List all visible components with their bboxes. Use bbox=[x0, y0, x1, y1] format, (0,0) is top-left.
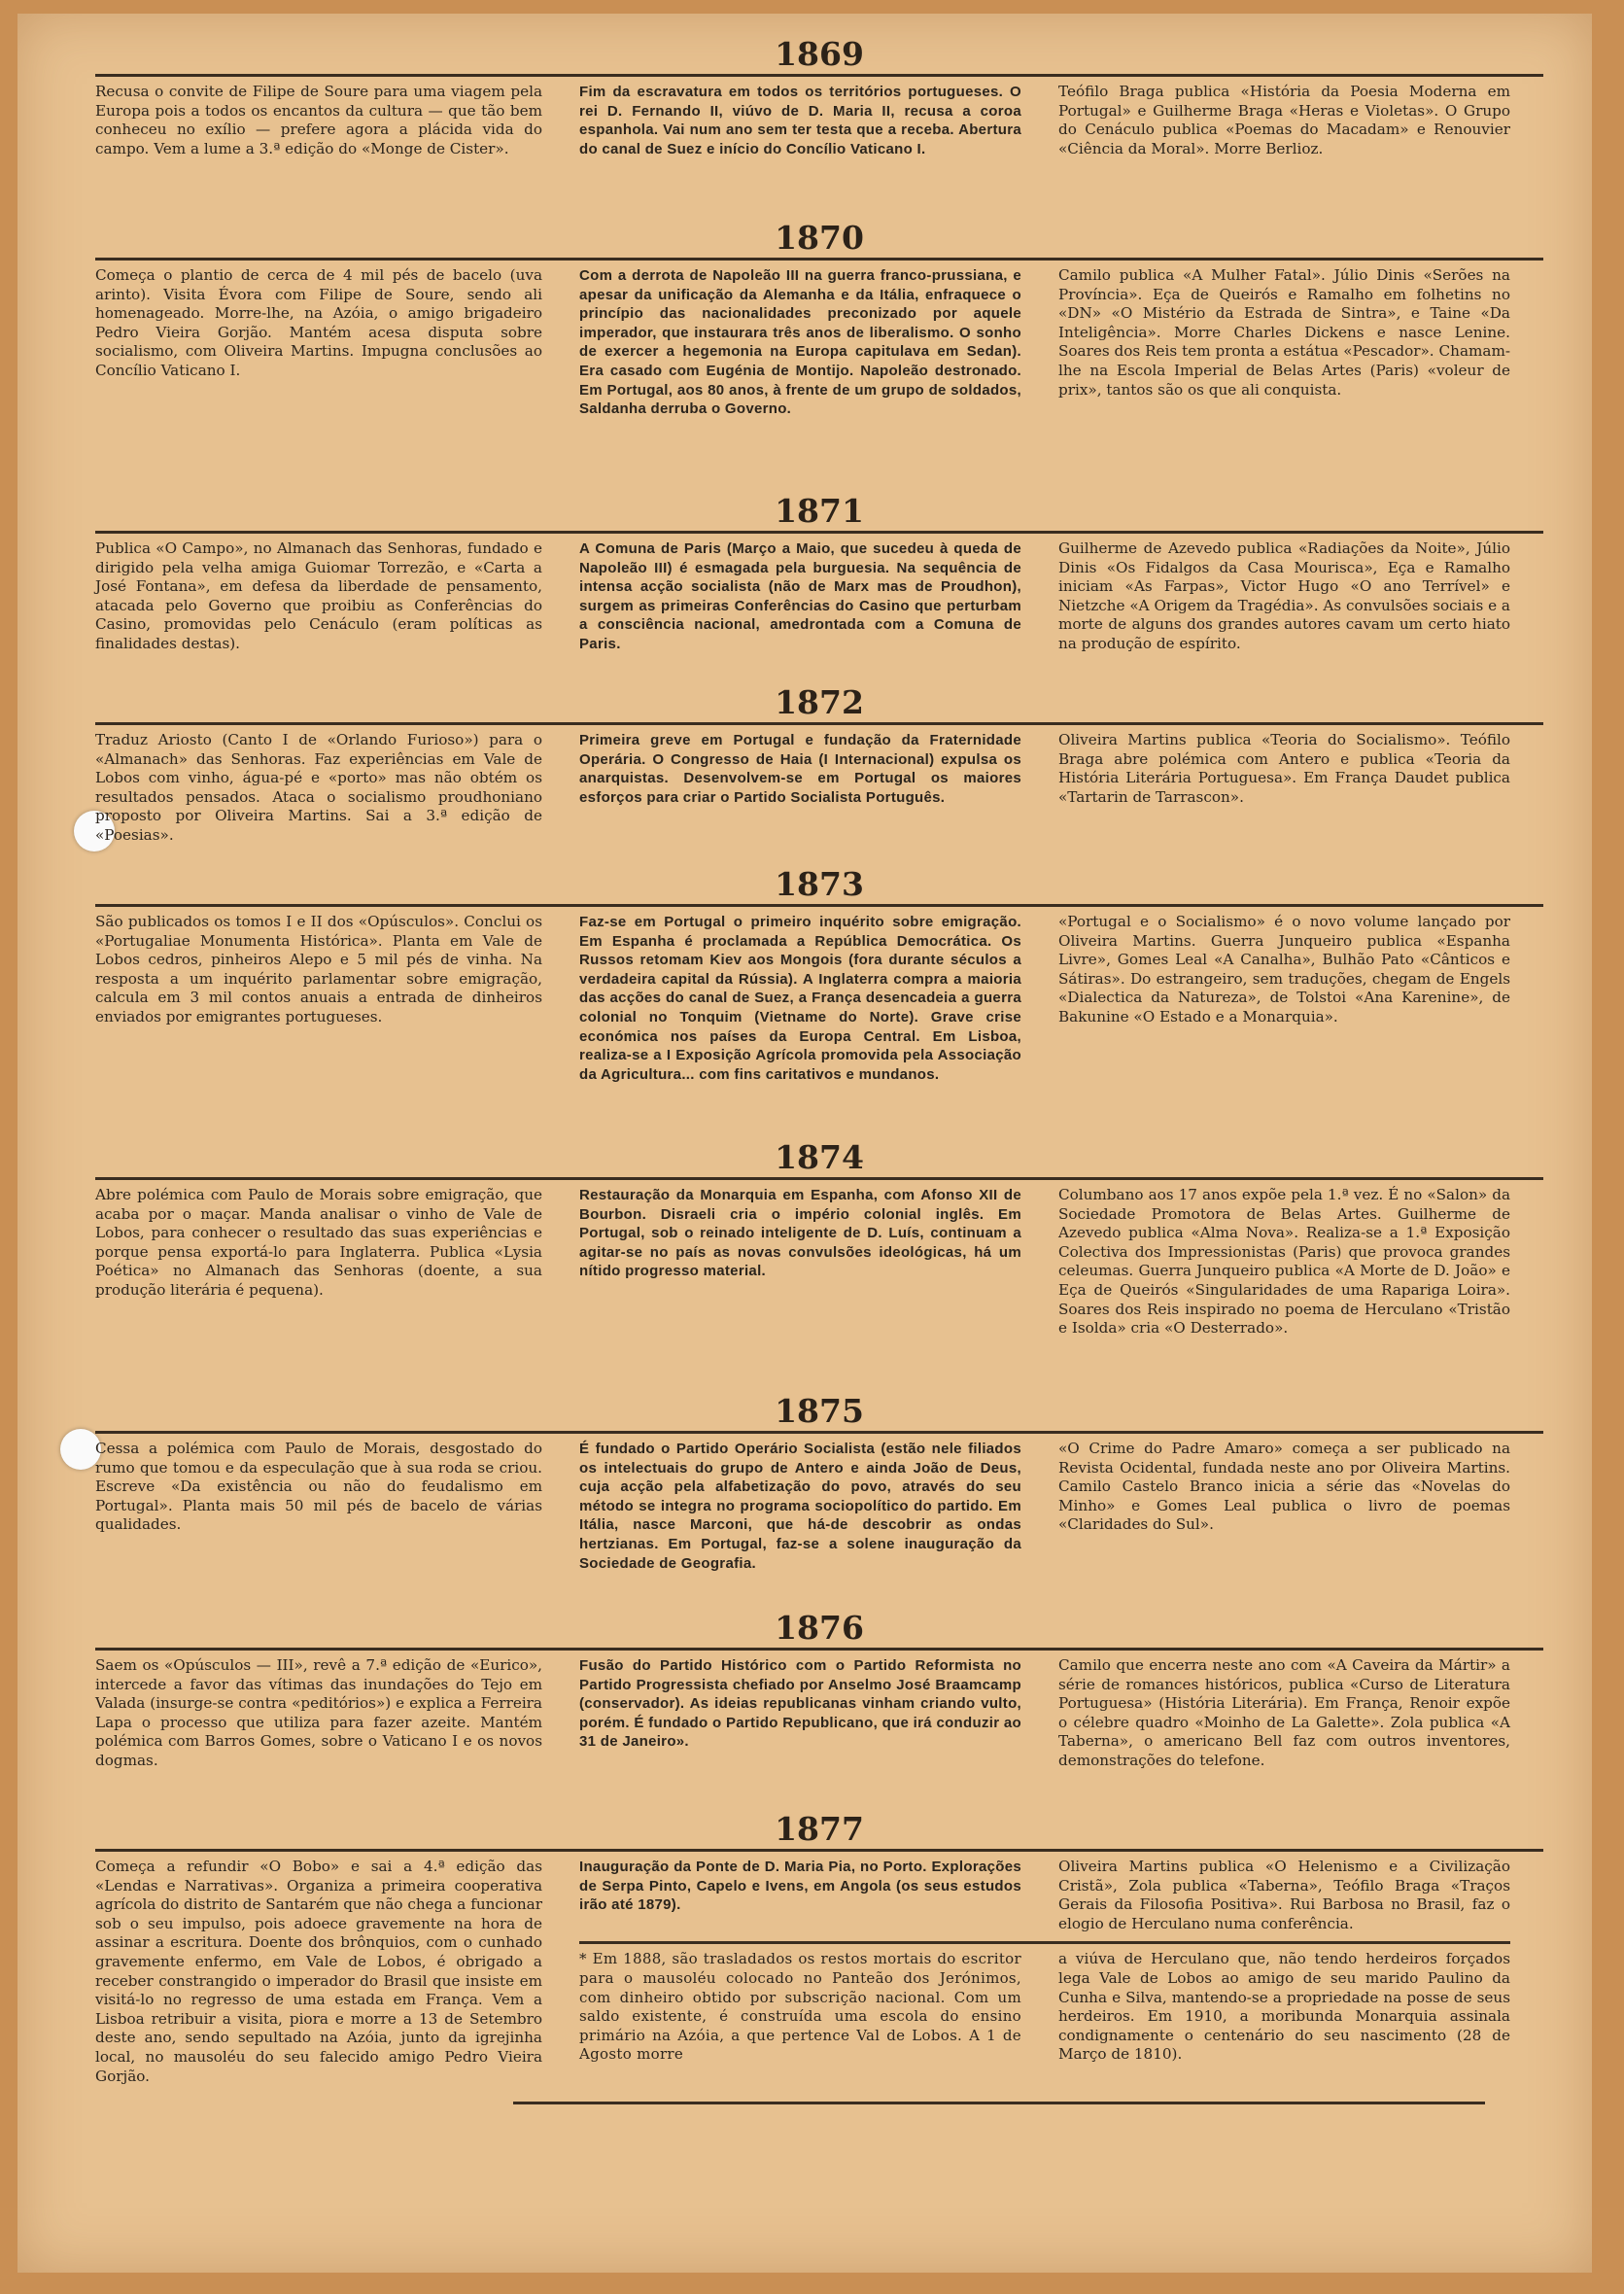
historical-events-text: Fim da escravatura em todos os territórios portugueses. O rei D. Fernando II, viúvo de D. Maria II, recusa a coroa espanhola. Vai num ano sem ter testa que a receba. Abertura do canal de Suez e início do Concílio Vaticano I. bbox=[579, 84, 1021, 157]
herculano-life-text: Começa a refundir «O Bobo» e sai a 4.ª edição das «Lendas e Narrativas». Organiza a primeira cooperativa agrícola do distrito de Santarém que não chega a funcionar sob o seu impulso, pois adoece gravemente na hora de assinar a escritura. Doente dos brônquios, com o cunhado gravemente enfermo, em Vale de Lobos, é obrigado a receber constrangido o imperador do Brasil que insiste em visitá-lo no regresso de uma estada em França. Vem a Lisboa retribuir a visita, piora e morre a 13 de Setembro deste ano, sendo sepultado na Azóia, junto da igrejinha local, no mausoléu do seu falecido amigo Pedro Vieira Gorjão. bbox=[95, 1858, 542, 2085]
culture-text: Oliveira Martins publica «Teoria do Socialismo». Teófilo Braga abre polémica com Antero e publica «Teoria da História Literária Portuguesa». Em França Daudet publica «Tartarin de Tarrascon». bbox=[1058, 731, 1510, 806]
year-heading: 1869 bbox=[775, 35, 864, 73]
notes-block bbox=[579, 1852, 1510, 2086]
year-row bbox=[95, 1852, 1543, 2086]
footnote-continuation: a viúva de Herculano que, não tendo herdeiros forçados lega Vale de Lobos ao amigo de seu marido Paulino da Cunha e Silva, mantendo-se a propriedade na posse de seus herdeiros. Em 1910, a moribunda Monarquia assinala condignamente o centenário do seu nascimento (28 de Março de 1810). bbox=[1058, 1950, 1510, 2064]
year-row bbox=[95, 77, 1543, 219]
historical-events-text: Fusão do Partido Histórico com o Partido Reformista no Partido Progressista chefiado por Anselmo José Braamcamp (conservador). As ideias republicanas vinham criando vulto, porém. É fundado o Partido Republicano, que irá conduzir ao 31 de Janeiro». bbox=[579, 1657, 1021, 1751]
historical-events-text: Com a derrota de Napoleão III na guerra franco-prussiana, e apesar da unificação da Alemanha e da Itália, enfraquece o princípio das nacionalidades preconizado por aquele imperador, que instaurara três anos de liberalismo. O sonho de exercer a hegemonia na Europa capitulava em Sedan). Era casado com Eugénia de Montijo. Napoleão destronado. Em Portugal, aos 80 anos, à frente de um grupo de soldados, Saldanha derruba o Governo. bbox=[579, 267, 1021, 418]
herculano-life-text: Publica «O Campo», no Almanach das Senhoras, fundado e dirigido pela velha amiga Guiomar Torrezão, e «Carta a José Fontana», em defesa da liberdade de pensamento, atacada pelo Governo que proibiu as Conferências do Casino, promovidas pelo Cenáculo (eram políticas as finalidades destas). bbox=[95, 539, 542, 652]
year-row bbox=[95, 1651, 1543, 1810]
year-heading: 1873 bbox=[775, 865, 864, 903]
herculano-life-text: Cessa a polémica com Paulo de Morais, desgostado do rumo que tomou e da especulação que à sua roda se criou. Escreve «Da existência ou não do feudalismo em Portugal». Planta mais 50 mil pés de bacelo de várias qualidades. bbox=[95, 1440, 542, 1534]
culture-text: Camilo publica «A Mulher Fatal». Júlio Dinis «Serões na Província». Eça de Queirós e Ramalho em folhetins no «DN» «O Mistério da Estrada de Sintra», e Taine «Da Inteligência». Morre Charles Dickens e nasce Lenine. Soares dos Reis tem pronta a estátua «Pescador». Chamam-lhe na Escola Imperial de Belas Artes (Paris) «voleur de prix», tantos são os que ali conquista. bbox=[1058, 266, 1510, 399]
herculano-life-text: Abre polémica com Paulo de Morais sobre emigração, que acaba por o maçar. Manda analisar o vinho de Vale de Lobos, para conhecer o resultado das suas experiências e porque pensa exportá-lo para Inglaterra. Publica «Lysia Poética» no Almanach das Senhoras (doente, a sua produção literária é pequena). bbox=[95, 1186, 542, 1299]
year-row bbox=[95, 1434, 1543, 1609]
year-row bbox=[95, 725, 1543, 865]
culture-text: Teófilo Braga publica «História da Poesia Moderna em Portugal» e Guilherme Braga «Heras e Violetas». O Grupo do Cenáculo publica «Poemas do Macadam» e Renouvier «Ciência da Moral». Morre Berlioz. bbox=[1058, 83, 1510, 157]
year-heading: 1871 bbox=[775, 492, 864, 530]
notes-bottom bbox=[579, 1944, 1510, 2065]
historical-events-text: A Comuna de Paris (Março a Maio, que sucedeu à queda de Napoleão III) é esmagada pela burguesia. Na sequência de intensa acção socialista (não de Marx mas de Proudhon), surgem as primeiras Conferências do Casino que perturbam a consciência nacional, amedrontada com a Comuna de Paris. bbox=[579, 540, 1021, 652]
herculano-life-text: Começa o plantio de cerca de 4 mil pés de bacelo (uva arinto). Visita Évora com Filipe de Soure, sendo ali homenageado. Morre-lhe, na Azóia, o amigo brigadeiro Pedro Vieira Gorjão. Mantém acesa disputa sobre socialismo, com Oliveira Martins. Impugna conclusões ao Concílio Vaticano I. bbox=[95, 266, 542, 379]
culture-text: «Portugal e o Socialismo» é o novo volume lançado por Oliveira Martins. Guerra Junqueiro publica «Espanha Livre», Gomes Leal «A Canalha», Bulhão Pato «Cânticos e Sátiras». Do estrangeiro, sem traduções, chegam de Engels «Dialectica da Natureza», de Tolstoi «Ana Karenine», de Bakunine «O Estado e a Monarquia». bbox=[1058, 913, 1510, 1025]
bottom-rule bbox=[513, 2102, 1485, 2104]
notes-top bbox=[579, 1852, 1510, 1933]
herculano-life-text: São publicados os tomos I e II dos «Opúsculos». Conclui os «Portugaliae Monumenta Histórica». Planta em Vale de Lobos cedros, pinheiros Alepo e 5 mil pés de vinha. Na resposta a um inquérito parlamentar sobre emigração, calcula em 3 mil contos anuais a entrada de dinheiros enviados por emigrantes portugueses. bbox=[95, 913, 542, 1025]
year-row bbox=[95, 907, 1543, 1138]
herculano-life-text: Traduz Ariosto (Canto I de «Orlando Furioso») para o «Almanach» das Senhoras. Faz experiências em Vale de Lobos com vinho, água-pé e «porto» mas não obtém os resultados pensados. Ataca o socialismo proudhoniano proposto por Oliveira Martins. Sai a 3.ª edição de «Poesias». bbox=[95, 731, 542, 844]
footnote-text: * Em 1888, são trasladados os restos mortais do escritor para o mausoléu colocado no Panteão dos Jerónimos, com dinheiro obtido por subscrição nacional. Com um saldo existente, é construída uma escola do ensino primário na Azóia, a que pertence Val de Lobos. A 1 de Agosto morre bbox=[579, 1950, 1021, 2064]
culture-text: Camilo que encerra neste ano com «A Caveira da Mártir» a série de romances históricos, publica «Curso de Literatura Portuguesa» (História Literária). Em França, Renoir expõe o célebre quadro «Moinho de La Galette». Zola publica «A Taberna», o americano Bell faz com outros inventores, demonstrações do telefone. bbox=[1058, 1656, 1510, 1769]
historical-events-text: Inauguração da Ponte de D. Maria Pia, no Porto. Explorações de Serpa Pinto, Capelo e Ivens, em Angola (os seus estudos irão até 1879). bbox=[579, 1859, 1021, 1914]
culture-text: «O Crime do Padre Amaro» começa a ser publicado na Revista Ocidental, fundada neste ano por Oliveira Martins. Camilo Castelo Branco inicia a série das «Novelas do Minho» e Gomes Leal publica o livro de poemas «Claridades do Sul». bbox=[1058, 1440, 1510, 1534]
year-row bbox=[95, 534, 1543, 683]
year-heading: 1876 bbox=[775, 1609, 864, 1647]
culture-text: Guilherme de Azevedo publica «Radiações da Noite», Júlio Dinis «Os Fidalgos da Casa Mourisca», Eça e Ramalho iniciam «As Farpas», Victor Hugo «O ano Terrível» e Nietzche «A Origem da Tragédia». As convulsões sociais e a morte de alguns dos grandes autores cavam um certo hiato na produção de espírito. bbox=[1058, 539, 1510, 652]
year-row bbox=[95, 261, 1543, 492]
year-heading: 1872 bbox=[775, 683, 864, 721]
historical-events-text: Faz-se em Portugal o primeiro inquérito sobre emigração. Em Espanha é proclamada a República Democrática. Os Russos retomam Kiev aos Mongois (fora durante séculos a verdadeira capital da Rússia). A Inglaterra compra a maioria das acções do canal de Suez, a França desencadeia a guerra colonial no Tonquim (Vietname do Norte). Grave crise económica nos países da Europa Central. Em Lisboa, realiza-se a I Exposição Agrícola promovida pela Associação da Agricultura... com fins caritativos e mundanos. bbox=[579, 914, 1021, 1083]
aged-paper-sheet bbox=[17, 14, 1592, 2273]
year-heading: 1870 bbox=[775, 219, 864, 257]
historical-events-text: Restauração da Monarquia em Espanha, com Afonso XII de Bourbon. Disraeli cria o império colonial inglês. Em Portugal, sob o reinado inteligente de D. Luís, continuam a agitar-se no país as novas convulsões ideológicas, há um nítido progresso material. bbox=[579, 1187, 1021, 1280]
herculano-life-text: Recusa o convite de Filipe de Soure para uma viagem pela Europa pois a todos os encantos da cultura — que tão bem conheceu no exílio — prefere agora a plácida vida do campo. Vem a lume a 3.ª edição do «Monge de Cister». bbox=[95, 83, 542, 157]
historical-events-text: É fundado o Partido Operário Socialista (estão nele filiados os intelectuais do grupo de Antero e ainda João de Deus, cuja acção pela alfabetização do povo, através do seu método se integra no programa sociopolítico do partido. Em Itália, nasce Marconi, que há-de descobrir as ondas hertzianas. Em Portugal, faz-se a solene inauguração da Sociedade de Geografia. bbox=[579, 1441, 1021, 1572]
year-heading: 1874 bbox=[775, 1138, 864, 1176]
historical-events-text: Primeira greve em Portugal e fundação da Fraternidade Operária. O Congresso de Haia (I Internacional) expulsa os anarquistas. Desenvolvem-se em Portugal os maiores esforços para criar o Partido Socialista Português. bbox=[579, 732, 1021, 806]
year-heading: 1877 bbox=[775, 1810, 864, 1848]
culture-text: Columbano aos 17 anos expõe pela 1.ª vez. É no «Salon» da Sociedade Promotora de Belas Artes. Guilherme de Azevedo publica «Alma Nova». Realiza-se a 1.ª Exposição Colectiva dos Impressionistas (Paris) que provoca grandes celeumas. Guerra Junqueiro publica «A Morte de D. João» e Eça de Queirós «Singularidades de uma Rapariga Loira». Soares dos Reis inspirado no poema de Herculano «Tristão e Isolda» cria «O Desterrado». bbox=[1058, 1186, 1510, 1338]
herculano-life-text: Saem os «Opúsculos — III», revê a 7.ª edição de «Eurico», intercede a favor das vítimas das inundações do Tejo em Valada (insurge-se contra «peditórios») e explica a Ferreira Lapa o processo que utiliza para fazer azeite. Mantém polémica com Barros Gomes, sobre o Vaticano I e os novos dogmas. bbox=[95, 1656, 542, 1769]
chronology-page bbox=[95, 35, 1543, 2173]
year-heading: 1875 bbox=[775, 1392, 864, 1430]
year-row bbox=[95, 1180, 1543, 1392]
culture-text: Oliveira Martins publica «O Helenismo e a Civilização Cristã», Zola publica «Taberna», Teófilo Braga «Traços Gerais da Filosofia Positiva». Rui Barbosa no Brasil, faz o elogio de Herculano numa conferência. bbox=[1058, 1858, 1510, 1932]
